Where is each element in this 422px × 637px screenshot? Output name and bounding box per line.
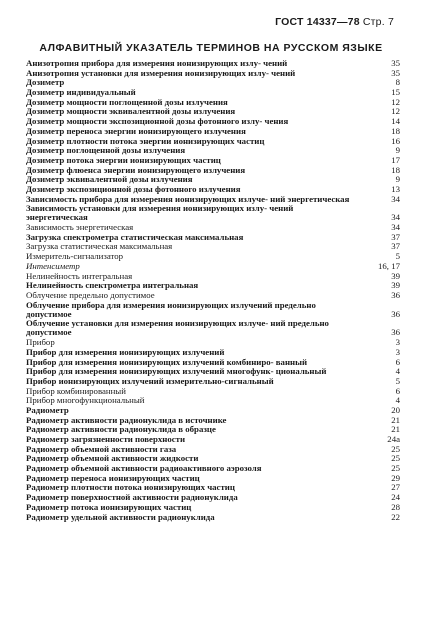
index-entry-row [26,367,400,376]
index-term: Зависимость энергетическая [26,222,134,233]
index-entry-row [26,319,400,337]
standard-code: ГОСТ 14337—78 [275,16,360,28]
index-entry [26,156,400,165]
index-page-ref: 34 [391,222,400,233]
index-entry [26,377,400,386]
index-entry-row [26,301,400,319]
index-page-ref: 9 [395,174,400,185]
index-entry-row [26,117,400,126]
index-page-ref: 36 [391,289,400,300]
index-term: Прибор для измерения ионизирующих излучений [26,346,225,357]
index-page-ref: 20 [391,404,400,415]
index-page-ref: 39 [391,270,400,281]
index-entry-row [26,513,400,522]
index-entry-row [26,223,400,232]
index-entry-row [26,185,400,194]
index-term: Дозиметр мощности поглощенной дозы излучения [26,96,228,107]
index-entry-row [26,406,400,415]
index-term: Облучение предельно допустимое [26,289,155,300]
index-entry [26,223,400,232]
index-term: Дозиметр эквивалентной дозы излучения [26,174,193,185]
index-term: Прибор многофункциональный [26,395,145,406]
index-page-ref: 5 [395,375,400,386]
index-entry-row [26,204,400,222]
index-term: Радиометр плотности потока ионизирующих частиц [26,482,235,493]
index-page-ref: 16 [391,135,400,146]
index-page-ref: 4 [395,366,400,377]
index-entry [26,406,400,415]
index-entry-row [26,252,400,261]
index-term: Загрузка статистическая максимальная [26,241,173,252]
index-entry-row [26,59,400,68]
index-entry [26,204,400,222]
index-page-ref: 35 [391,58,400,68]
index-entry [26,513,400,522]
index-page-ref: 4 [395,395,400,406]
index-entry-row [26,291,400,300]
index-entry-row [26,88,400,97]
index-page-ref: 5 [395,251,400,262]
index-page-ref: 25 [391,443,400,454]
index-term: Дозиметр мощности эквивалентной дозы излучения [26,106,236,117]
index-page-ref: 8 [395,77,400,88]
index-entry-row [26,464,400,473]
index-term: Нелинейность интегральная [26,270,133,281]
index-term: Дозиметр мощности экспозиционной дозы фотонного излу- чения [26,116,289,127]
index-page-ref: 36 [391,327,400,338]
index-page-ref: 28 [391,501,400,512]
index-term: Прибор ионизирующих излучений измерительно-сигнальный [26,375,274,386]
index-entry-row [26,156,400,165]
index-entry [26,396,400,405]
index-entry [26,185,400,194]
index-term: Измеритель-сигнализатор [26,251,124,262]
index-entry [26,88,400,97]
index-entry [26,291,400,300]
index-term: Зависимость установки для измерения ионизирующих излу- чений энергетическая [26,203,294,223]
index-term: Зависимость прибора для измерения ионизирующих излуче- ний энергетическая [26,193,350,204]
index-entry-row [26,396,400,405]
index-page-ref: 35 [391,67,400,78]
index-entry [26,338,400,347]
index-page-ref: 6 [395,385,400,396]
index-page-ref: 15 [391,87,400,98]
index-term: Дозиметр экспозиционной дозы фотонного излучения [26,183,241,194]
index-term: Облучение установки для измерения ионизирующих излуче- ний предельно допустимое [26,318,329,338]
index-term: Радиометр объемной активности жидкости [26,453,199,464]
term-index-list [26,59,400,522]
index-entry [26,319,400,337]
index-term: Радиометр активности радионуклида в источнике [26,414,227,425]
index-page-ref: 18 [391,125,400,136]
index-term: Радиометр объемной активности радиоактивного аэрозоля [26,463,262,474]
index-term: Радиометр поверхностной активности радионуклида [26,492,238,503]
index-entry [26,69,400,78]
index-entry-row [26,435,400,444]
index-term: Дозиметр поглощенной дозы излучения [26,145,186,156]
index-entry-row [26,493,400,502]
index-page-ref: 3 [395,337,400,348]
index-entry [26,464,400,473]
index-page-ref: 37 [391,231,400,242]
index-entry-row [26,377,400,386]
index-entry [26,493,400,502]
index-page-ref: 14 [391,116,400,127]
index-term: Радиометр активности радионуклида в образце [26,424,216,435]
index-page-ref: 25 [391,463,400,474]
index-term: Прибор [26,337,55,348]
index-page-ref: 16, 17 [378,260,400,271]
index-entry-row [26,281,400,290]
index-page-ref: 12 [391,106,400,117]
index-page-ref: 9 [395,145,400,156]
index-title: АЛФАВИТНЫЙ УКАЗАТЕЛЬ ТЕРМИНОВ НА РУССКОМ ЯЗЫКЕ [39,42,383,54]
index-entry [26,281,400,290]
index-page-ref: 25 [391,453,400,464]
index-entry [26,117,400,126]
index-term: Облучение прибора для измерения ионизирующих излучений предельно допустимое [26,299,316,319]
index-entry-row [26,262,400,271]
index-term: Радиометр [26,404,69,415]
index-page-ref: 3 [395,346,400,357]
index-page-ref: 22 [391,511,400,522]
index-term: Прибор для измерения ионизирующих излучений многофунк- циональный [26,366,327,377]
index-entry [26,252,400,261]
index-page-ref: 6 [395,356,400,367]
index-term: Анизотропия прибора для измерения ионизирующих излу- чений [26,58,288,68]
index-term: Дозиметр плотности потока энергии ионизирующих частиц [26,135,265,146]
index-term: Радиометр объемной активности газа [26,443,177,454]
index-term: Загрузка спектрометра статистическая максимальная [26,231,244,242]
index-term: Радиометр переноса ионизирующих частиц [26,472,200,483]
page-header [275,16,394,28]
index-term: Дозиметр потока энергии ионизирующих частиц [26,154,221,165]
index-page-ref: 13 [391,183,400,194]
index-term: Дозиметр индивидуальный [26,87,136,98]
index-page-ref: 21 [391,424,400,435]
index-entry-row [26,175,400,184]
index-term: Прибор для измерения ионизирующих излучений комбиниро- ванный [26,356,308,367]
index-page-ref: 24 [391,492,400,503]
index-page-ref: 24а [387,434,400,445]
index-term: Интенсиметр [26,260,80,271]
index-entry-row [26,127,400,136]
index-entry [26,262,400,271]
index-entry [26,146,400,155]
index-entry [26,127,400,136]
index-entry [26,435,400,444]
index-entry [26,367,400,376]
index-entry [26,175,400,184]
index-page-ref: 27 [391,482,400,493]
index-entry-row [26,69,400,78]
index-term: Дозиметр [26,77,65,88]
page-number: Стр. 7 [362,16,394,28]
index-page-ref: 34 [391,193,400,204]
index-page-ref: 29 [391,472,400,483]
index-page-ref: 12 [391,96,400,107]
index-entry-row [26,338,400,347]
index-term: Прибор комбинированный [26,385,126,396]
index-page-ref: 37 [391,241,400,252]
index-entry [26,503,400,512]
index-page-ref: 34 [391,212,400,223]
index-term: Радиометр загрязненности поверхности [26,434,186,445]
index-term: Радиометр потока ионизирующих частиц [26,501,192,512]
index-entry-row [26,146,400,155]
index-term: Дозиметр флюенса энергии ионизирующего излучения [26,164,246,175]
index-page-ref: 17 [391,154,400,165]
index-entry [26,301,400,319]
index-entry [26,59,400,68]
index-term: Радиометр удельной активности радионуклида [26,511,215,522]
index-term: Анизотропия установки для измерения ионизирующих излу- чений [26,67,296,78]
index-entry [26,348,400,357]
index-page-ref: 18 [391,164,400,175]
index-entry-row [26,503,400,512]
index-page-ref: 36 [391,308,400,319]
index-entry-row [26,348,400,357]
index-page-ref: 39 [391,280,400,291]
index-term: Нелинейность спектрометра интегральная [26,280,199,291]
index-term: Дозиметр переноса энергии ионизирующего излучения [26,125,246,136]
index-page-ref: 21 [391,414,400,425]
